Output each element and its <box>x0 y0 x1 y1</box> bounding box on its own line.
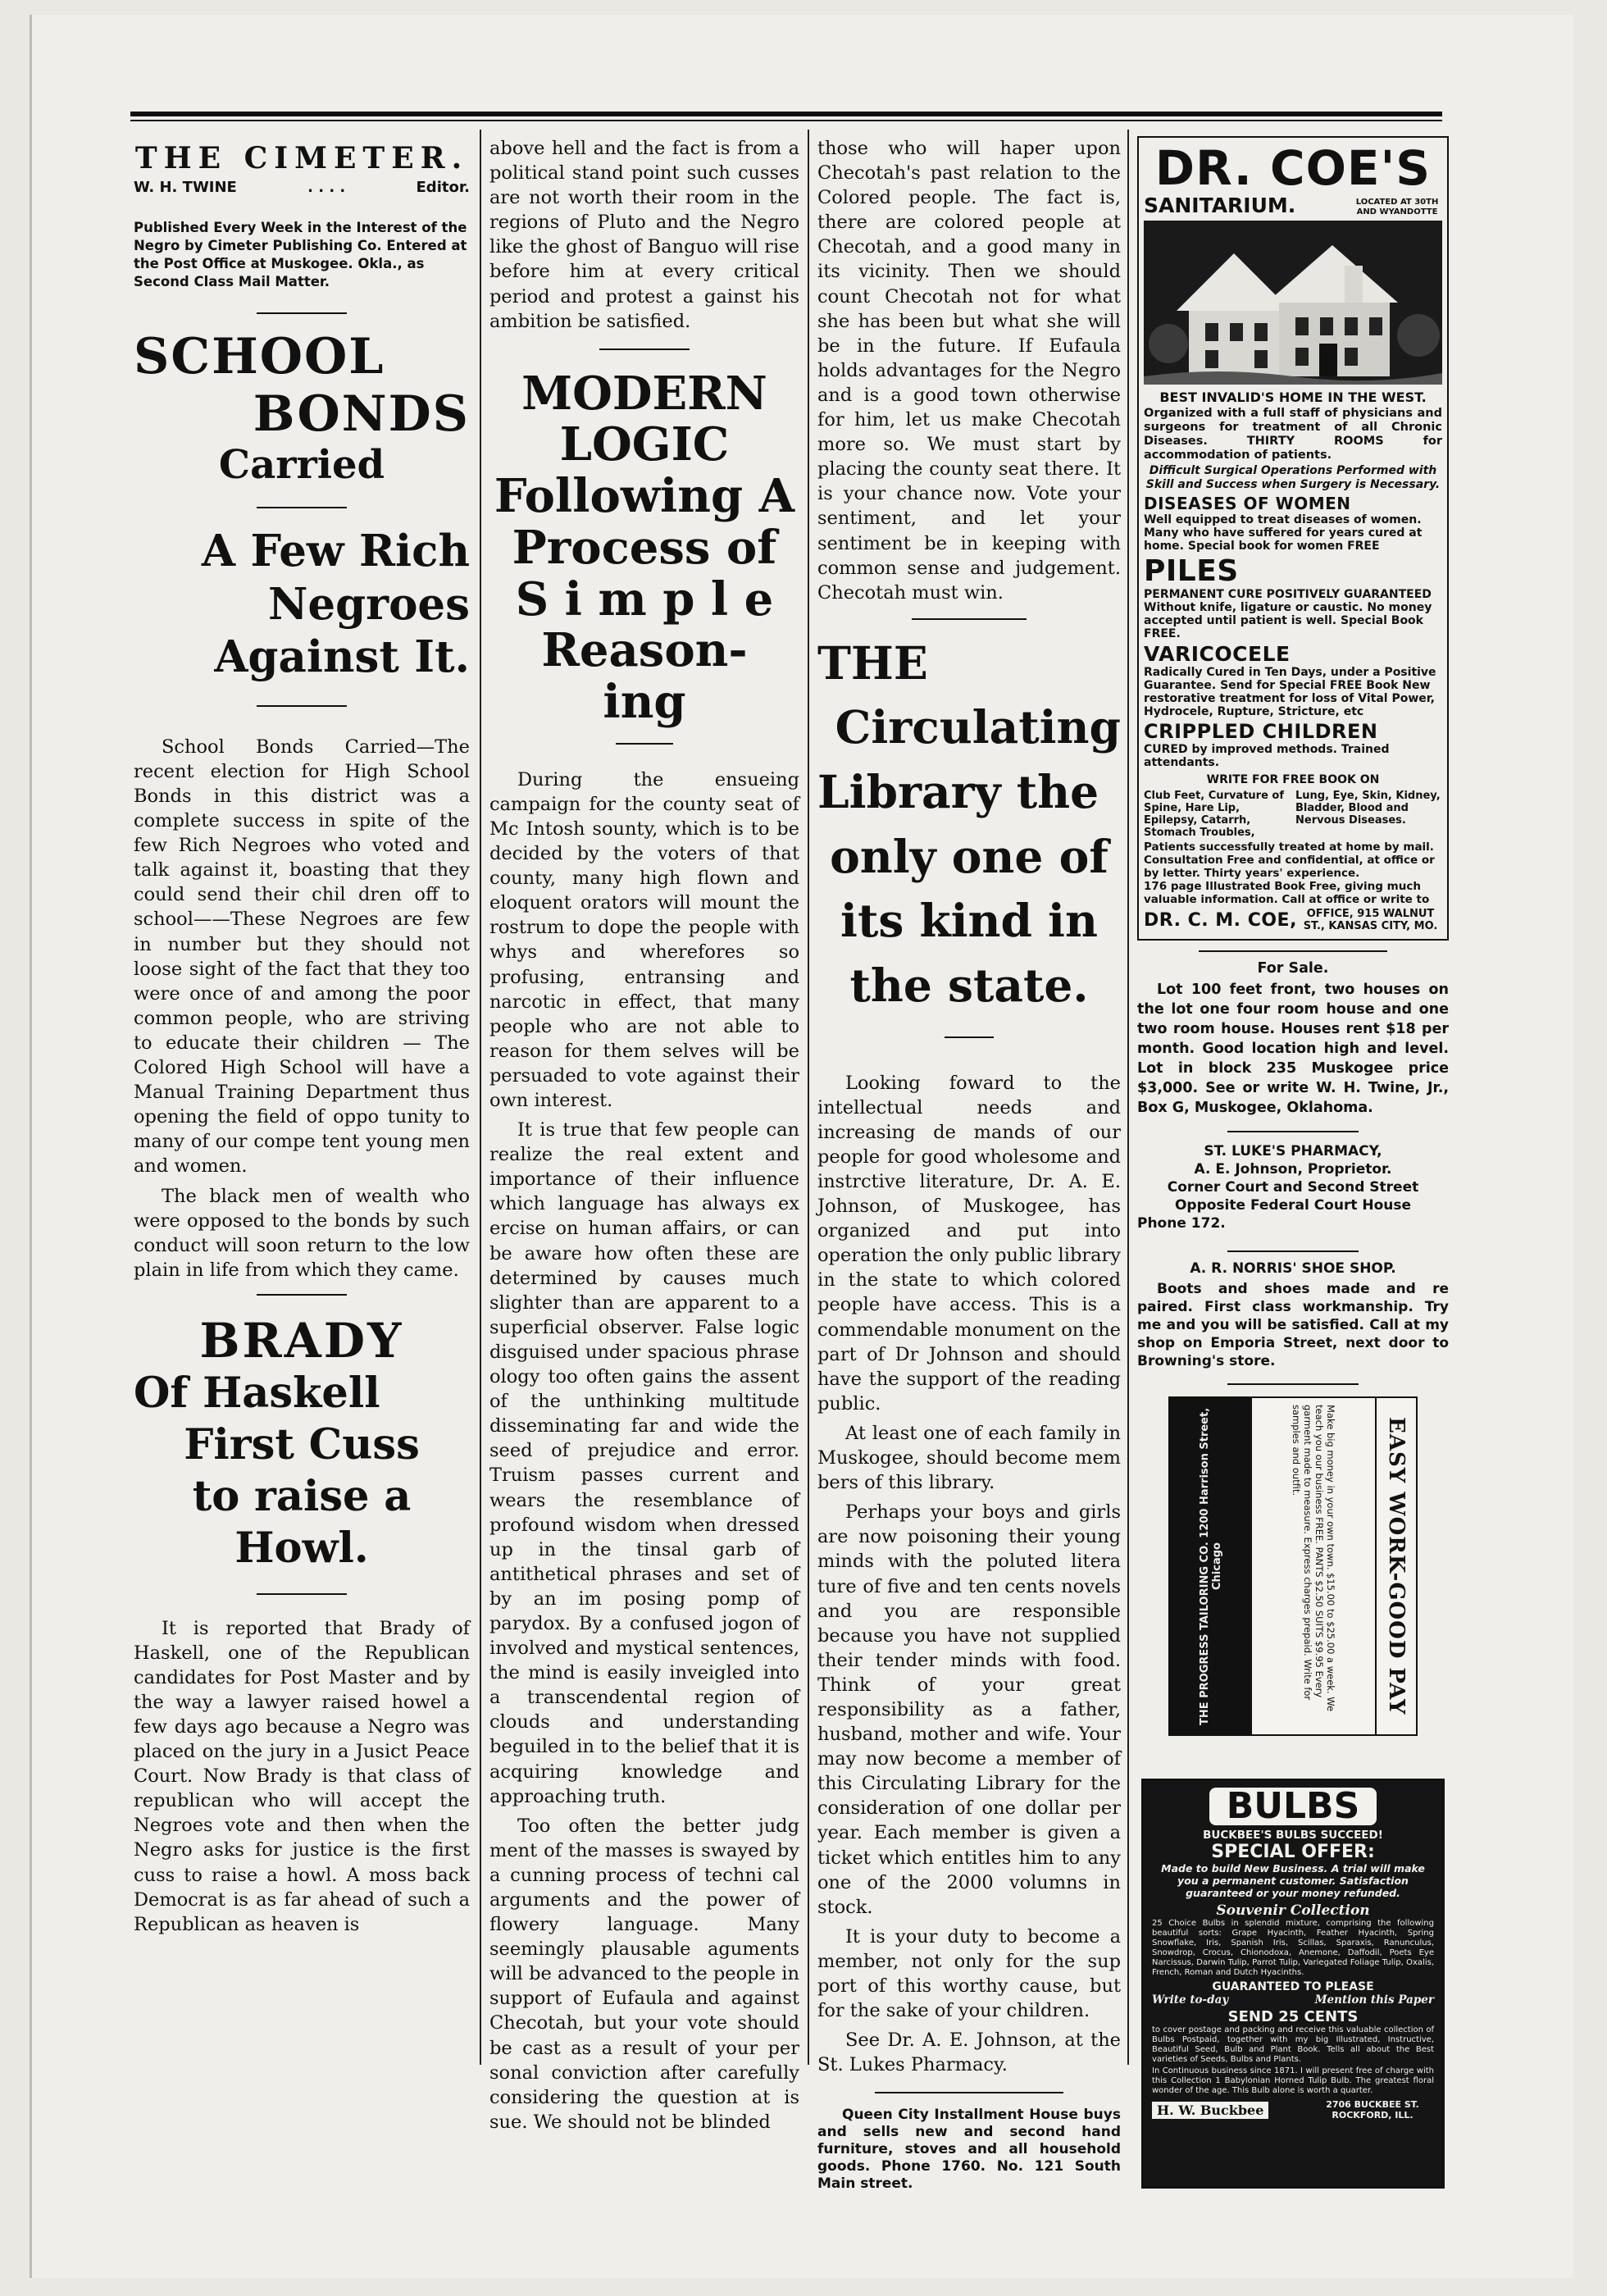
easy-work-title-bar <box>1375 1398 1416 1734</box>
pharmacy-line4: Opposite Federal Court House <box>1174 1197 1412 1214</box>
coe-book: 176 page Illustrated Book Free, giving much valuable information. Call at office or write to <box>1144 880 1430 906</box>
masthead-title: THE CIMETER. <box>134 141 469 175</box>
bulbs-continuous: In Continuous business since 1871. I will present free of charge with this Collection 1 Babylonian Horned Tulip Bulb. The greatest floral wonder of the age. This Bulb alone is worth a quarter. <box>1152 2066 1434 2095</box>
coe-located: LOCATED AT 30TH AND WYANDOTTE <box>1355 198 1439 216</box>
easy-work-body-area <box>1252 1398 1375 1734</box>
headline-few-rich-negroes: A Few Rich Negroes Against It. <box>201 525 470 683</box>
coe-list-a: Club Feet, Curvature of Spine, Hare Lip, Epilepsy, Catarrh, Stomach Troubles, <box>1144 790 1285 839</box>
article-paragraph: Perhaps your boys and girls are now poisoning their young minds with the poluted litera ture of five and ten cents novels and you are responsible because you have not supplied their tender minds with food. Think of your great responsibility as a father, husband, mother and wife. Your may now become a member of this Circulating Library for the consideration of one dollar per year. Each member is given a ticket which entitles him to any one of the 2000 volumns in stock. <box>817 1501 1121 1918</box>
coe-women-head: DISEASES OF WOMEN <box>1144 494 1351 513</box>
divider <box>257 1294 347 1296</box>
editor-label: Editor. <box>416 179 470 196</box>
bulbs-title: BULBS <box>1209 1788 1377 1825</box>
pharmacy-line3: Corner Court and Second Street <box>1167 1179 1419 1196</box>
column-3 <box>817 136 1121 2193</box>
coe-signature: DR. C. M. COE, <box>1144 909 1297 931</box>
easy-work-ad <box>1168 1396 1418 1736</box>
headline-its-kind-in: its kind in <box>840 894 1098 948</box>
dr-coe-ad <box>1137 136 1449 941</box>
divider <box>616 743 673 745</box>
divider <box>1227 1383 1359 1385</box>
coe-crippled-head: CRIPPLED CHILDREN <box>1144 720 1378 743</box>
divider <box>599 348 690 350</box>
headline-brady: BRADY <box>199 1312 404 1369</box>
headline-to-raise-a: to raise a <box>192 1472 412 1522</box>
coe-title: DR. COE'S <box>1154 140 1432 196</box>
column-1 <box>134 136 470 1942</box>
divider <box>1227 1131 1359 1132</box>
coe-signature-line <box>1144 908 1442 932</box>
headline-following-a: Following A <box>494 469 795 524</box>
column-rule <box>808 130 809 2065</box>
divider <box>1227 1250 1359 1252</box>
pharmacy-line1: ST. LUKE'S PHARMACY, <box>1204 1143 1382 1159</box>
coe-women-block <box>1144 494 1442 513</box>
column-rule <box>1127 130 1129 2065</box>
article-paragraph: The black men of wealth who were opposed to the bonds by such conduct will soon return to the low plain in life from which they came. <box>134 1185 470 1281</box>
easy-work-body: Make big money in your own town. $15.00 to $25.00 a week. We teach you our business FREE. PANTS $2.50 SUITS $9.95 Every garment made to measure. Express charges prepaid. Write for samples and outfit. <box>1291 1404 1336 1711</box>
divider <box>257 1593 347 1595</box>
coe-sanitarium: SANITARIUM. <box>1144 194 1296 217</box>
column-4-ads <box>1137 136 1449 2189</box>
bulbs-special: SPECIAL OFFER: <box>1211 1842 1375 1862</box>
coe-difficult: Difficult Surgical Operations Performed with Skill and Success when Surgery is Necessary. <box>1145 464 1441 491</box>
bulbs-souvenir: Souvenir Collection <box>1216 1902 1370 1919</box>
continued-text: those who will haper upon Checotah's past relation to the Colored people. The fact is, there are colored people at Checotah, and a good many in its vicinity. Then we should count Checotah not for what she has been but what she will be in the future. If Eufaula holds advantages for the Negro and is a good town otherwise for him, let us make Checotah more so. We must start by placing the county seat there. It is your chance now. Vote your sentiment, and let your sentiment be in keeping with common sense and judgement. Checotah must win. <box>817 138 1121 604</box>
coe-patients: Patients successfully treated at home by mail. Consultation Free and confidential, at office or by letter. Thirty years' experience. <box>1144 840 1435 880</box>
easy-work-title: EASY WORK-GOOD PAY <box>1384 1417 1409 1715</box>
coe-list-b: Lung, Eye, Skin, Kidney, Bladder, Blood and Nervous Diseases. <box>1295 790 1441 827</box>
article-paragraph: School Bonds Carried—The recent election for High School Bonds in this district was a complete success in spite of the few Rich Negroes who voted and talk against it, boasting that they could send their chil dren off to school——These Negroes are few in number but they should not loose sight of the fact that they too were once of and among the poor common people, who are striving to educate their children — The Colored High School will have a Manual Training Department thus opening the field of oppo tunity to many of our compe tent young men and women. <box>134 736 470 1178</box>
divider <box>257 507 347 508</box>
article-paragraph: Too often the better judg ment of the masses is swayed by a cunning process of techni cal arguments and the power of flowery language. Many seemingly plausable aguments will be advanced to the people in support of Eufaula and against Checotah, but your vote should be cast as a result of your per sonal conviction after carefully considering the question at is sue. We should not be blinded <box>489 1815 799 2133</box>
headline-only-one-of: only one of <box>830 829 1109 883</box>
bulbs-tagline: BUCKBEE'S BULBS SUCCEED! <box>1203 1829 1383 1842</box>
coe-piles-block <box>1144 554 1442 588</box>
pharmacy-line2: A. E. Johnson, Proprietor. <box>1194 1161 1392 1178</box>
column-rule <box>480 130 481 2065</box>
coe-women-text: Well equipped to treat diseases of women. Many who have suffered for years cured at home. Special book for women FREE <box>1144 513 1423 553</box>
divider <box>257 705 347 707</box>
editor-dots: . . . . <box>307 179 346 196</box>
shoe-shop-text: Boots and shoes made and re paired. First class workmanship. Try me and you will be satisfied. Call at my shop on Emporia Street, next door to Browning's store. <box>1137 1281 1449 1369</box>
article-paragraph: Looking foward to the intellectual needs and increasing de mands of our people for good wholesome and instrctive literature, Dr. A. E. Johnson, of Muskogee, has organized and put into operation the only public library in the state to which colored people have access. This is a commendable monument on the part of Dr Johnson and should have the support of the reading public. <box>817 1072 1121 1414</box>
article-paragraph: During the ensueing campaign for the county seat of Mc Intosh sounty, which is to be decided by the voters of that county, many high flown and eloquent orators will mount the rostrum to dope the people with whys and wherefores so profusing, entransing and narcotic in effect, that many people who are not able to reason for them selves will be persuaded to vote against their own interest. <box>489 768 799 1111</box>
coe-disease-lists <box>1144 790 1442 839</box>
coe-office: OFFICE, 915 WALNUT ST., KANSAS CITY, MO. <box>1303 908 1438 932</box>
article-paragraph: It is reported that Brady of Haskell, one of the Republican candidates for Post Master and by the way a lawyer raised howel a few days ago because a Negro was placed on the jury in a Jusict Peace Court. Now Brady is that class of republican who will accept the Negroes vote and then when the Negro asks for justice is the first cuss to raise a howl. A moss back Democrat is as far ahead of such a Republican as heaven is <box>134 1617 470 1935</box>
headline-school: SCHOOL <box>134 328 385 385</box>
bulbs-signature-line <box>1152 2099 1434 2121</box>
coe-varicocele-text: Radically Cured in Ten Days, under a Positive Guarantee. Send for Special FREE Book New restorative treatment for loss of Vital Power, Hydrocele, Rupture, Stricture, etc <box>1144 666 1436 718</box>
for-sale-title: For Sale. <box>1257 960 1329 977</box>
headline-simple: S i m p l e <box>515 572 774 626</box>
bulbs-write-today: Write to-day <box>1152 1993 1229 2007</box>
sanitarium-building-illustration <box>1144 221 1442 385</box>
coe-crippled-text: CURED by improved methods. Trained attendants. <box>1144 743 1390 769</box>
headline-howl: Howl. <box>234 1524 369 1574</box>
headline-the: THE <box>817 636 928 690</box>
coe-piles-head: PILES <box>1144 554 1239 588</box>
masthead-editor-line <box>134 179 470 196</box>
easy-work-side-bar <box>1170 1398 1252 1734</box>
coe-write-for: WRITE FOR FREE BOOK ON <box>1206 773 1380 786</box>
coe-subhead <box>1144 194 1442 217</box>
coe-varicocele-head: VARICOCELE <box>1144 642 1291 666</box>
bulbs-ad <box>1141 1779 1445 2189</box>
queen-city-ad: Queen City Installment House buys and sells new and second hand furniture, stoves and all household goods. Phone 1760. No. 121 South Main street. <box>817 2107 1121 2193</box>
divider <box>945 1036 994 1038</box>
bulbs-write-line <box>1152 1993 1434 2007</box>
easy-work-side-text: THE PROGRESS TAILORING CO. 1200 Harrison Street, Chicago <box>1199 1407 1223 1725</box>
top-rule <box>130 112 1442 116</box>
divider <box>912 618 1027 620</box>
for-sale-text: Lot 100 feet front, two houses on the lot one four room house and one two room house. Houses rent $18 per month. Good location high and level. Lot in block 235 Muskogee price $3,000. See or write W. H. Twine, Jr., Box G, Muskogee, Oklahoma. <box>1137 982 1449 1116</box>
headline-circulating: Circulating <box>835 700 1121 754</box>
column-2 <box>489 136 799 2139</box>
headline-process-of: Process of <box>512 520 777 575</box>
top-rule-thin <box>130 120 1442 121</box>
bulbs-name: H. W. Buckbee <box>1152 2102 1268 2119</box>
newspaper-page <box>30 15 1573 2278</box>
headline-first-cuss: First Cuss <box>184 1419 420 1469</box>
pharmacy-line5: Phone 172. <box>1137 1215 1226 1232</box>
headline-carried: Carried <box>218 442 385 489</box>
coe-piles-text: PERMANENT CURE POSITIVELY GUARANTEED Without knife, ligature or caustic. No money accepted until patient is well. Special Book FREE. <box>1144 588 1432 640</box>
continued-text: above hell and the fact is from a political stand point such cusses are not worth their room in the regions of Pluto and the Negro like the ghost of Banguo will rise before him at every critical period and protest a gainst his ambition be satisfied. <box>489 138 799 332</box>
publication-note: Published Every Week in the Interest of the Negro by Cimeter Publishing Co. Entered at the Post Office at Muskogee. Okla., as Second Class Mail Matter. <box>134 220 467 289</box>
headline-bonds: BONDS <box>253 385 470 443</box>
bulbs-guaranteed: GUARANTEED TO PLEASE <box>1212 1980 1374 1993</box>
article-paragraph: At least one of each family in Muskogee, should become mem bers of this library. <box>817 1422 1121 1494</box>
article-paragraph: It is true that few people can realize the real extent and importance of their influence which language has always ex ercise on human affairs, or can be aware how often these are determined by causes much slighter than are apparent to a superficial observer. False logic disguised under spacious phrase ology too often gains the assent of the unthinking multitude disseminating far and wide the seed of prejudice and error. Truism passes current and wears the resemblance of profound wisdom when dressed up in the tinsal garb of antithetical phrases and set of by an im posing pomp of parydox. By a confused jogon of involved and mystical sentences, the mind is easily inveigled into a transcendental region of clouds and understanding beguiled in to the belief that it is acquiring knowledge and approaching truth. <box>489 1119 799 1807</box>
divider <box>257 312 347 314</box>
headline-reason: Reason- <box>541 623 748 678</box>
headline-ing: ing <box>603 675 686 730</box>
headline-of-haskell: Of Haskell <box>134 1368 380 1418</box>
divider <box>875 2092 1063 2093</box>
coe-organized: Organized with a full staff of physicians and surgeons for treatment of all Chronic Diseases. THIRTY ROOMS for accommodation of patients. <box>1144 407 1442 462</box>
article-paragraph: It is your duty to become a member, not only for the sup port of this worthy cause, but for the sake of your children. <box>817 1925 1121 2022</box>
bulbs-souvenir-text: 25 Choice Bulbs in splendid mixture, comprising the following beautiful sorts: Grape Hyacinth, Feather Hyacinth, Spring Snowflake, Iris, Spanish Iris, Scillas, Sparaxis, Ranunculus, Snowdrop, Crocus, Chionodoxa, Anemone, Daffodil, Poets Eye Narcissus, Darwin Tulip, Parrot Tulip, Variegated Foliage Tulip, Oxalis, French, Roman and Dutch Hyacinths. <box>1152 1919 1434 1977</box>
headline-the-state: the state. <box>849 958 1089 1012</box>
bulbs-mention: Mention this Paper <box>1314 1993 1434 2007</box>
headline-library-the: Library the <box>817 765 1099 819</box>
bulbs-send-text: to cover postage and packing and receive this valuable collection of Bulbs Postpaid, together with my big Illustrated, Instructive, Beautiful Seed, Bulb and Plant Book. Tells all about the Best varieties of Seeds, Bulbs and Plants. <box>1152 2025 1434 2064</box>
headline-logic: LOGIC <box>559 417 730 472</box>
headline-modern: MODERN <box>521 366 767 421</box>
bulbs-send: SEND 25 CENTS <box>1227 2008 1359 2025</box>
pharmacy-ad <box>1137 1142 1449 1232</box>
article-paragraph: See Dr. A. E. Johnson, at the St. Lukes Pharmacy. <box>817 2029 1121 2076</box>
coe-best-invalid: BEST INVALID'S HOME IN THE WEST. <box>1159 390 1427 405</box>
editor-name: W. H. TWINE <box>134 179 237 196</box>
divider <box>1199 950 1387 952</box>
bulbs-offer-text: Made to build New Business. A trial will make you a permanent customer. Satisfaction guaranteed or your money refunded. <box>1161 1862 1425 1899</box>
bulbs-address: 2706 BUCKBEE ST. ROCKFORD, ILL. <box>1326 2099 1419 2121</box>
shoe-shop-title: A. R. NORRIS' SHOE SHOP. <box>1190 1260 1396 1277</box>
